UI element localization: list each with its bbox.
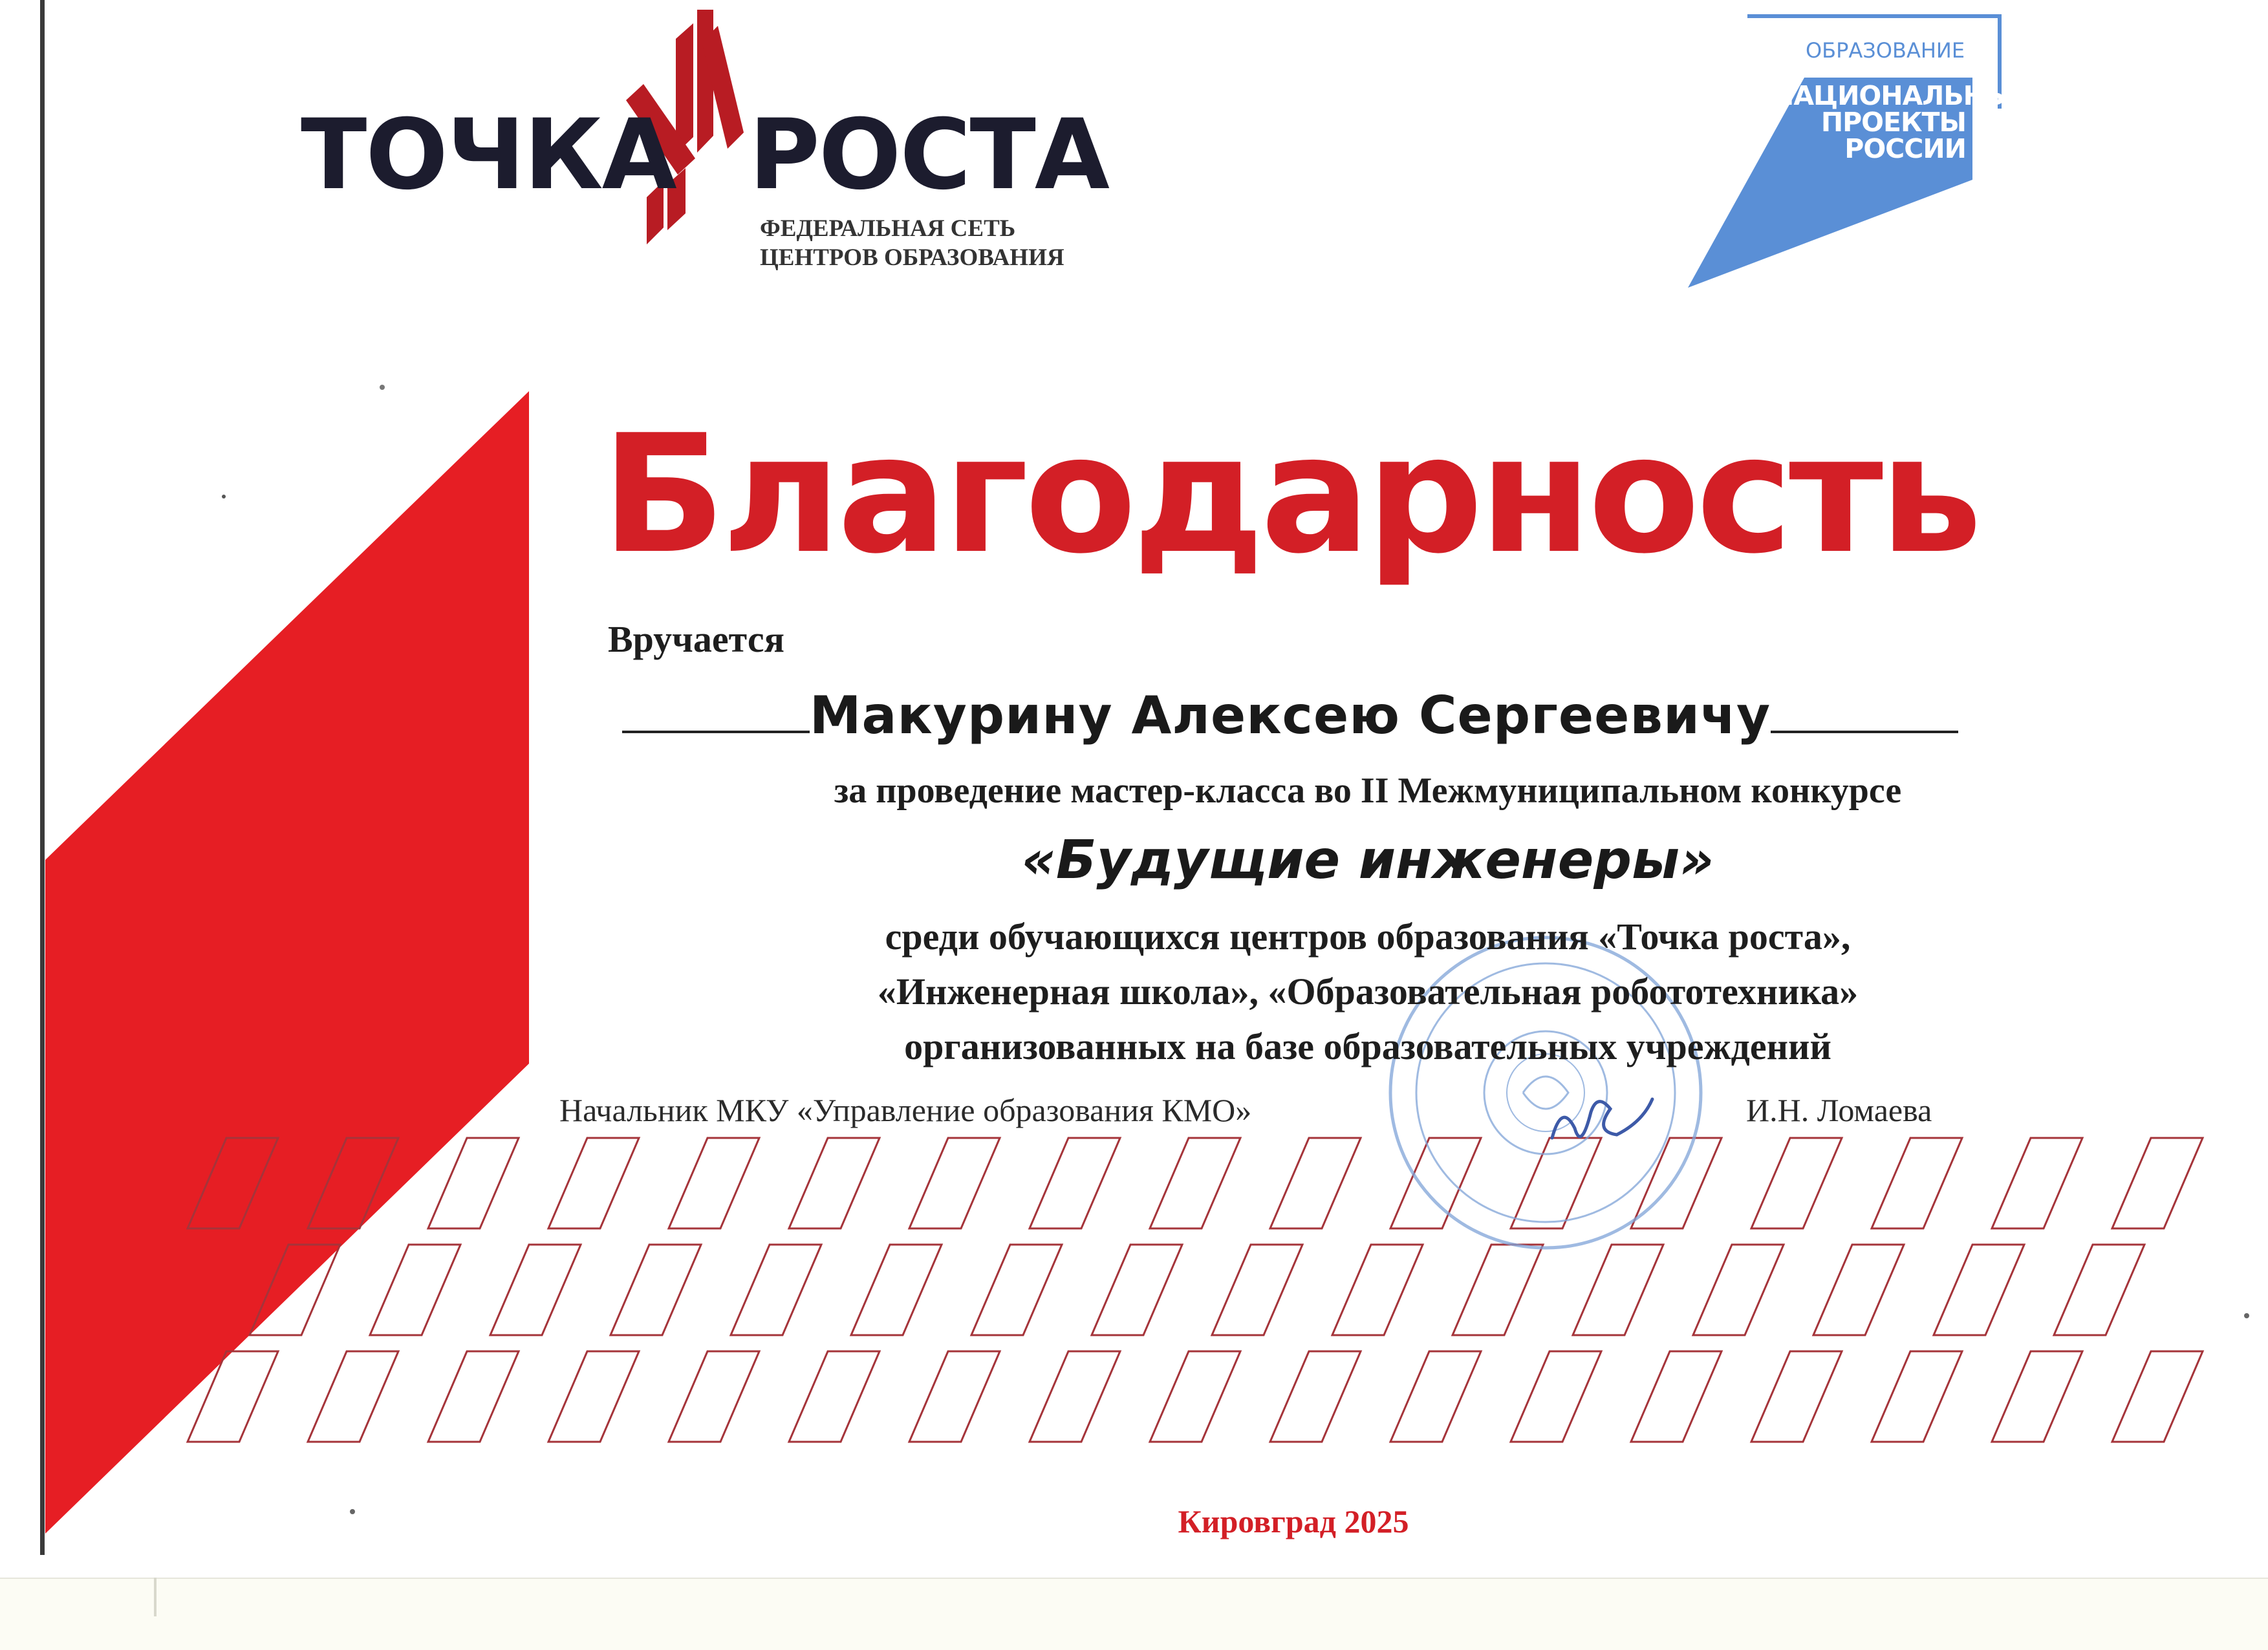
pattern-diamond [851,1245,942,1335]
pattern-diamond [789,1351,880,1442]
pattern-diamond [1270,1138,1361,1228]
pattern-diamond [490,1245,581,1335]
pattern-diamond [2112,1138,2203,1228]
place-and-year: Кировград 2025 [1178,1503,1409,1539]
audience-line-1: среди обучающихся центров образования «Точка роста», [885,916,1851,958]
pattern-diamond [1751,1351,1842,1442]
national-title-line2: ПРОЕКТЫ [1820,107,1966,138]
pattern-diamond [1030,1351,1120,1442]
signatory-position: Начальник МКУ «Управление образования КМО» [559,1092,1252,1128]
audience-line-3: организованных на базе образовательных учреждений [904,1025,1831,1067]
pattern-diamond [1693,1245,1784,1335]
scan-speck [222,495,226,498]
pattern-diamond [669,1351,759,1442]
pattern-diamond [2054,1245,2144,1335]
pattern-diamond [610,1245,701,1335]
recipient-line [601,685,1979,745]
logo-word-tochka: ТОЧКА [301,99,676,211]
reason-text: за проведение мастер-класса во II Межмуниципальном конкурсе [834,771,1902,811]
national-title-line1: НАЦИОНАЛЬНЫЕ [1772,80,2029,111]
scan-speck [2244,1313,2249,1318]
scan-speck [350,1509,355,1514]
pattern-diamond [1751,1138,1842,1228]
scan-speck [380,385,385,390]
audience-line-2: «Инженерная школа», «Образовательная робототехника» [877,970,1859,1012]
pattern-diamond [1631,1138,1722,1228]
pattern-diamond [1872,1351,1962,1442]
pattern-diamond [1813,1245,1904,1335]
pattern-diamond [1390,1351,1481,1442]
national-title [1772,80,2029,164]
pattern-diamond [370,1245,460,1335]
pattern-diamond [548,1138,639,1228]
pattern-diamond [1511,1351,1601,1442]
pattern-diamond [1030,1138,1120,1228]
pattern-diamond [1992,1138,2082,1228]
recipient-underline-left [622,728,810,733]
pattern-diamond [2112,1351,2203,1442]
pattern-diamond [1573,1245,1663,1335]
pattern-diamond [428,1351,519,1442]
pattern-diamond [1934,1245,2024,1335]
recipient-name: Макурину Алексею Сергеевичу [809,685,1771,745]
pattern-diamond [971,1245,1062,1335]
certificate-title: Благодарность [601,400,1979,590]
pattern-diamond [731,1245,821,1335]
pattern-diamond [1150,1138,1240,1228]
red-band [45,391,529,1534]
logo-subtitle-line2: ЦЕНТРОВ ОБРАЗОВАНИЯ [760,244,1064,271]
pattern-diamond [1092,1245,1182,1335]
pattern-diamond [428,1138,519,1228]
pattern-diamond [1453,1245,1543,1335]
recipient-underline-right [1771,728,1958,733]
pattern-diamond [1390,1138,1481,1228]
diamond-pattern [188,1138,2203,1442]
pattern-diamond [909,1351,1000,1442]
logo-word-rosta: РОСТА [749,99,1108,211]
pattern-diamond [1270,1351,1361,1442]
pattern-diamond [308,1351,398,1442]
contest-name: «Будущие инженеры» [1021,830,1714,891]
pattern-diamond [1332,1245,1423,1335]
pattern-diamond [789,1138,880,1228]
pattern-diamond [669,1138,759,1228]
national-title-line3: РОССИИ [1844,133,1966,164]
pattern-diamond [548,1351,639,1442]
pattern-diamond [1872,1138,1962,1228]
signatory-name: И.Н. Ломаева [1746,1092,1932,1128]
logo-subtitle-line1: ФЕДЕРАЛЬНАЯ СЕТЬ [760,215,1016,242]
pattern-diamond [1212,1245,1302,1335]
pattern-diamond [1992,1351,2082,1442]
national-small-label: ОБРАЗОВАНИЕ [1805,38,1965,63]
pattern-diamond [1150,1351,1240,1442]
pattern-diamond [1631,1351,1722,1442]
pattern-diamond [909,1138,1000,1228]
awarded-label: Вручается [608,618,784,660]
